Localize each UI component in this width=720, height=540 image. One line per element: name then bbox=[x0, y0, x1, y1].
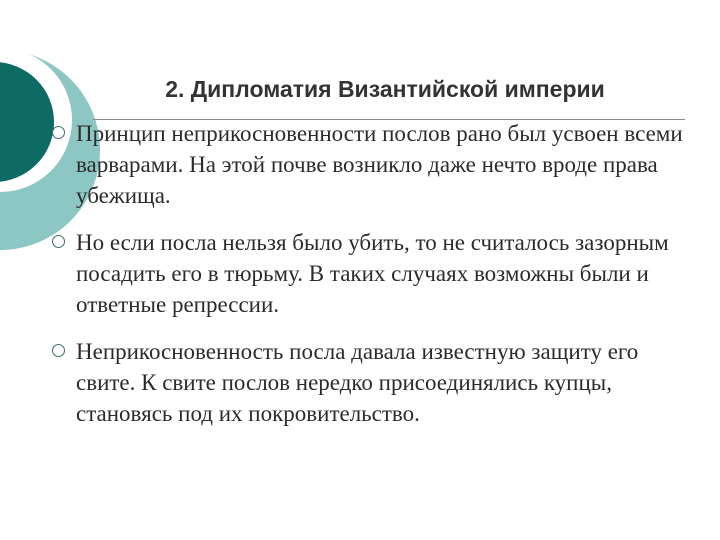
bullet-text: Но если посла нельзя было убить, то не считалось зазорным посадить его в тюрьму. В таких случаях возможны были и ответные репрессии. bbox=[76, 230, 669, 317]
slide-title: 2. Дипломатия Византийской империи bbox=[165, 76, 605, 102]
ring-bullet-icon bbox=[52, 235, 65, 248]
ring-bullet-icon bbox=[52, 344, 65, 357]
bullet-item bbox=[76, 227, 686, 320]
bullet-item bbox=[76, 118, 686, 211]
bullet-text: Принцип неприкосновенности послов рано был усвоен всеми варварами. На этой почве возникло даже нечто вроде права убежища. bbox=[76, 121, 683, 208]
bullet-text: Неприкосновенность посла давала известную защиту его свите. К свите послов нередко присоединялись купцы, становясь под их покровительство. bbox=[76, 339, 639, 426]
bullet-item bbox=[76, 336, 686, 429]
ring-bullet-icon bbox=[52, 126, 65, 139]
